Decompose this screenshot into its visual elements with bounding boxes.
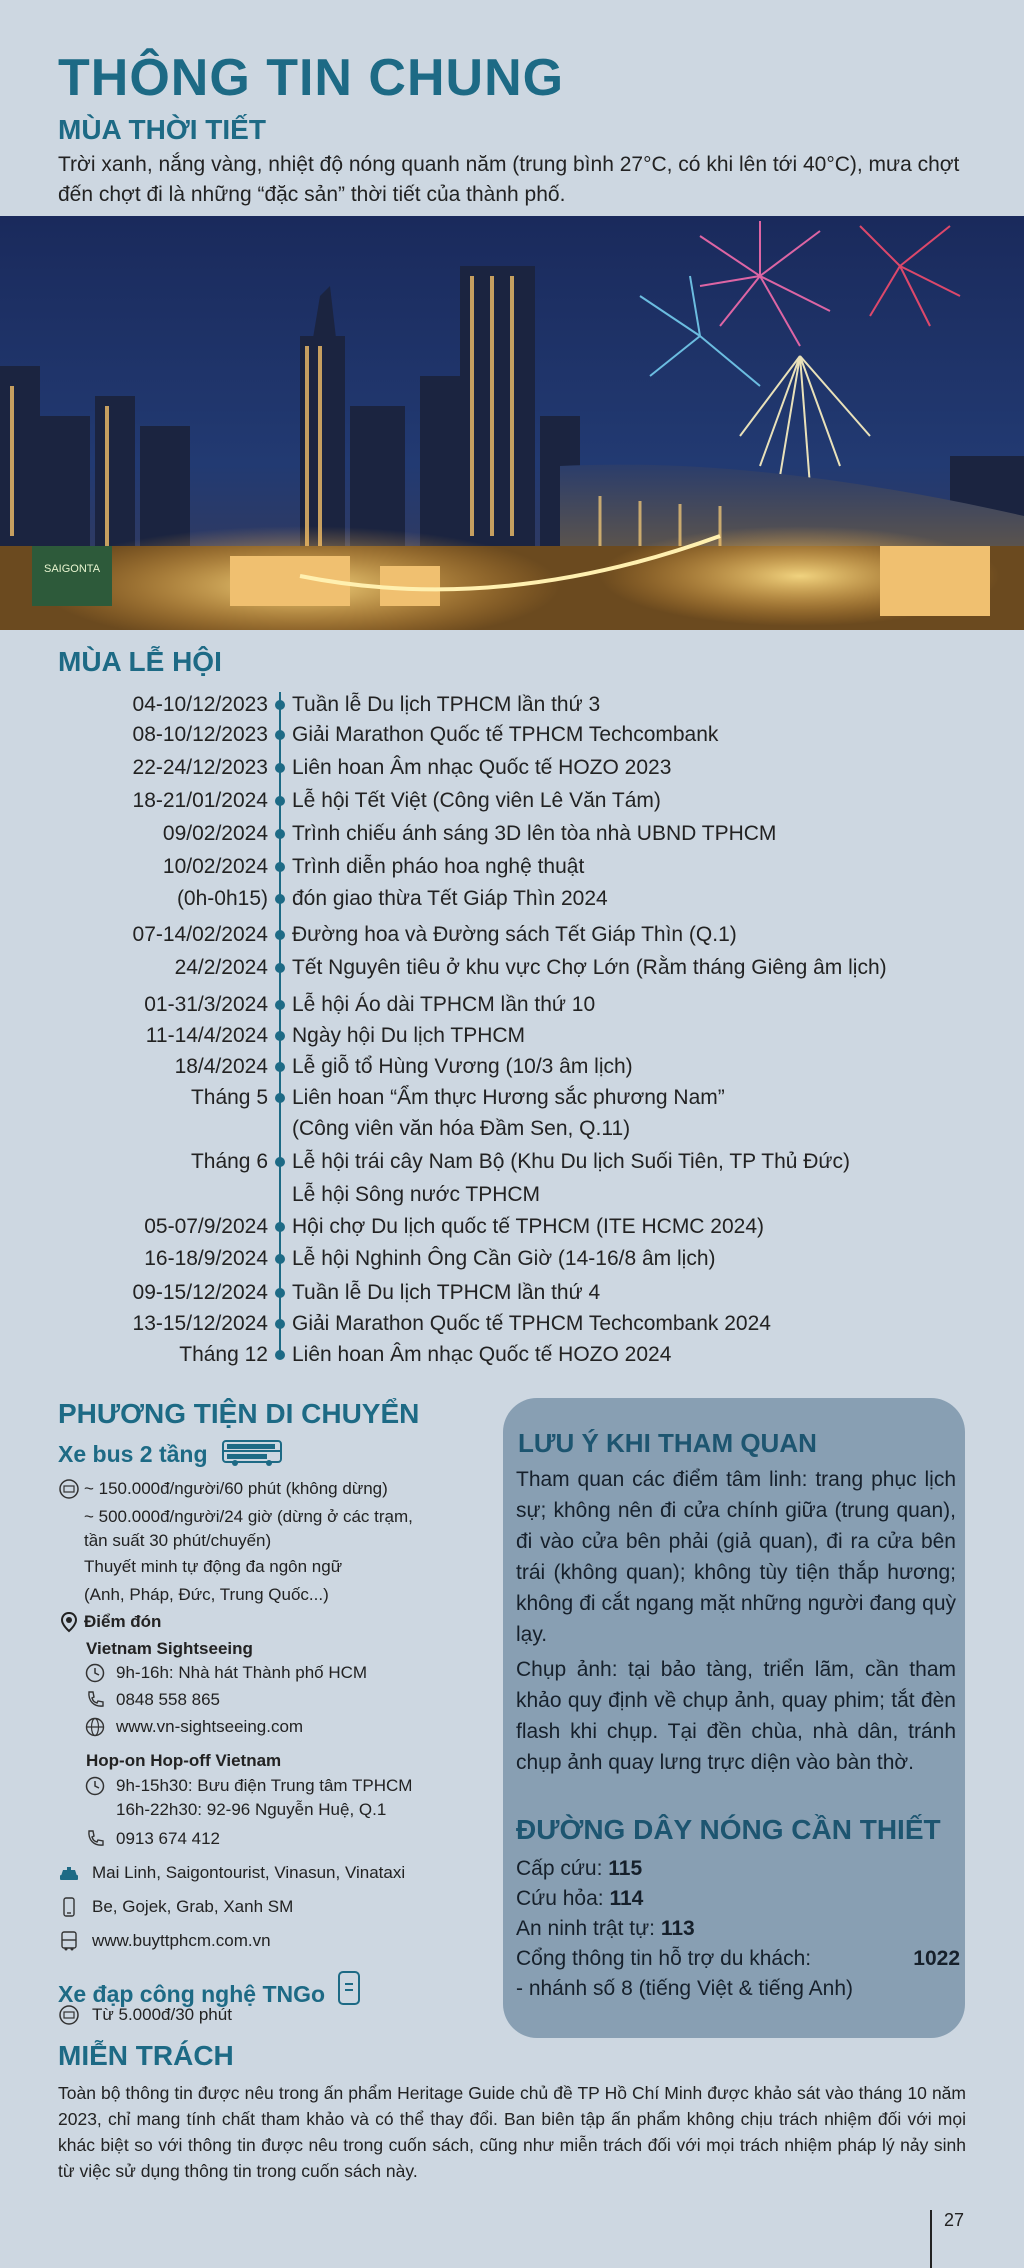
festival-event: Lễ hội Áo dài TPHCM lần thứ 10 bbox=[292, 993, 596, 1016]
festival-event: Lễ hội trái cây Nam Bộ (Khu Du lịch Suối Tiên, TP Thủ Đức) bbox=[292, 1150, 850, 1173]
operator-1-time: 9h-16h: Nhà hát Thành phố HCM bbox=[116, 1663, 368, 1682]
timeline-line bbox=[279, 692, 281, 1352]
clock-icon bbox=[84, 1775, 106, 1797]
bike-heading-label: Xe đạp công nghệ TNGo bbox=[58, 1981, 326, 2007]
taxi-icon bbox=[58, 1862, 80, 1884]
bus-price-2b: tần suất 30 phút/chuyến) bbox=[84, 1531, 272, 1550]
timeline-dot bbox=[275, 930, 285, 940]
hotline-security bbox=[516, 1914, 960, 1944]
timeline-dot bbox=[275, 763, 285, 773]
ticket-icon bbox=[58, 2004, 80, 2026]
festival-date: 18/4/2024 bbox=[174, 1055, 268, 1078]
timeline-dot bbox=[275, 1254, 285, 1264]
operator-2-time-2: 16h-22h30: 92-96 Nguyễn Huệ, Q.1 bbox=[116, 1800, 387, 1819]
timeline-dot bbox=[275, 1093, 285, 1103]
festival-date: 07-14/02/2024 bbox=[132, 923, 268, 946]
hotline-fire bbox=[516, 1884, 960, 1914]
festival-heading: MÙA LỄ HỘI bbox=[58, 646, 222, 677]
festival-event: Đường hoa và Đường sách Tết Giáp Thìn (Q.1) bbox=[292, 923, 737, 946]
hotline-portal-number: 1022 bbox=[913, 1947, 960, 1970]
bus-price-1: ~ 150.000đ/người/60 phút (không dừng) bbox=[84, 1479, 388, 1498]
ride-apps: Be, Gojek, Grab, Xanh SM bbox=[92, 1897, 294, 1916]
disclaimer-text: Toàn bộ thông tin được nêu trong ấn phẩm Heritage Guide chủ đề TP Hồ Chí Minh được khảo sát vào tháng 10 năm 2023, chỉ mang tính chất tham khảo và có thể thay đổi. Ban biên tập ấn phẩm không chịu trách nhiệm đối với mọi khác biệt so với thông tin được nêu trong cuốn sách, cũng như miễn trách đối với mọi trách nhiệm pháp lý nảy sinh từ việc sử dụng thông tin trong cuốn sách này. bbox=[58, 2083, 966, 2181]
hotline-heading: ĐƯỜNG DÂY NÓNG CẦN THIẾT bbox=[516, 1814, 941, 1845]
weather-heading: MÙA THỜI TIẾT bbox=[58, 114, 266, 145]
festival-event: Lễ hội Nghinh Ông Cần Giờ (14-16/8 âm lịch) bbox=[292, 1247, 716, 1270]
hotline-security-number: 113 bbox=[660, 1917, 695, 1940]
phone-icon bbox=[84, 1689, 106, 1711]
page-number: 27 bbox=[944, 2210, 965, 2230]
operator-2-time-1: 9h-15h30: Bưu điện Trung tâm TPHCM bbox=[116, 1776, 413, 1795]
clock-icon bbox=[84, 1662, 106, 1684]
hotline-security-label: An ninh trật tự: bbox=[516, 1917, 655, 1940]
festival-event: Tuần lễ Du lịch TPHCM lần thứ 4 bbox=[292, 1281, 601, 1304]
festival-event: Lễ giỗ tổ Hùng Vương (10/3 âm lịch) bbox=[292, 1055, 633, 1078]
festival-date: 05-07/9/2024 bbox=[144, 1215, 268, 1238]
bus-website: www.buyttphcm.com.vn bbox=[92, 1931, 271, 1950]
timeline-dot bbox=[275, 862, 285, 872]
transport-heading: PHƯƠNG TIỆN DI CHUYỂN bbox=[58, 1398, 420, 1429]
timeline-dot bbox=[275, 796, 285, 806]
timeline-dot bbox=[275, 730, 285, 740]
phone-icon bbox=[84, 1828, 106, 1850]
festival-date: 08-10/12/2023 bbox=[132, 723, 268, 746]
festival-event: Liên hoan “Ẩm thực Hương sắc phương Nam” bbox=[292, 1086, 725, 1109]
bus-icon bbox=[58, 1930, 80, 1952]
timeline-dot bbox=[275, 1000, 285, 1010]
operator-2-phone: 0913 674 412 bbox=[116, 1829, 220, 1848]
timeline-dot bbox=[275, 894, 285, 904]
hotline-emergency-number: 115 bbox=[608, 1857, 643, 1880]
festival-date: 16-18/9/2024 bbox=[144, 1247, 268, 1270]
festival-date: Tháng 6 bbox=[190, 1150, 268, 1173]
festival-event: Lễ hội Sông nước TPHCM bbox=[292, 1183, 541, 1206]
hotline-fire-number: 114 bbox=[609, 1887, 644, 1910]
timeline-dot bbox=[275, 963, 285, 973]
festival-event: Liên hoan Âm nhạc Quốc tế HOZO 2023 bbox=[292, 756, 672, 779]
timeline-dot bbox=[275, 1288, 285, 1298]
festival-date: 10/02/2024 bbox=[162, 855, 268, 878]
festival-event: Ngày hội Du lịch TPHCM bbox=[292, 1024, 526, 1047]
weather-text: Trời xanh, nắng vàng, nhiệt độ nóng quanh năm (trung bình 27°C, có khi lên tới 40°C), mưa chợt đến chợt đi là những “đặc sản” thời tiết của thành phố. bbox=[58, 153, 960, 206]
festival-event: Lễ hội Tết Việt (Công viên Lê Văn Tám) bbox=[292, 789, 661, 812]
smartphone-icon bbox=[58, 1896, 80, 1918]
festival-date: 24/2/2024 bbox=[174, 956, 268, 979]
timeline-dot bbox=[275, 1062, 285, 1072]
bus-languages: (Anh, Pháp, Đức, Trung Quốc...) bbox=[84, 1585, 329, 1604]
festival-date: 04-10/12/2023 bbox=[132, 693, 268, 716]
festival-date: 13-15/12/2024 bbox=[132, 1312, 268, 1335]
timeline-dot bbox=[275, 1031, 285, 1041]
timeline-dot bbox=[275, 700, 285, 710]
hotline-portal bbox=[516, 1944, 960, 1974]
festival-date: 11-14/4/2024 bbox=[145, 1024, 268, 1047]
timeline-dot bbox=[275, 1319, 285, 1329]
smartphone-icon bbox=[335, 1970, 363, 2006]
festival-event: đón giao thừa Tết Giáp Thìn 2024 bbox=[292, 887, 608, 910]
hotline-fire-label: Cứu hỏa: bbox=[516, 1887, 604, 1910]
festival-date: 09/02/2024 bbox=[162, 822, 268, 845]
festival-date: Tháng 12 bbox=[179, 1343, 268, 1366]
hotline-portal-label: Cổng thông tin hỗ trợ du khách: bbox=[516, 1947, 812, 1970]
festival-event: (Công viên văn hóa Đầm Sen, Q.11) bbox=[292, 1117, 631, 1140]
festival-event: Trình diễn pháo hoa nghệ thuật bbox=[292, 855, 585, 878]
taxi-companies: Mai Linh, Saigontourist, Vinasun, Vinataxi bbox=[92, 1863, 406, 1882]
bus-heading-label: Xe bus 2 tầng bbox=[58, 1441, 208, 1467]
double-decker-bus-icon bbox=[222, 1440, 282, 1466]
bus-narration: Thuyết minh tự động đa ngôn ngữ bbox=[84, 1557, 343, 1576]
timeline-dot bbox=[275, 829, 285, 839]
notes-spiritual: Tham quan các điểm tâm linh: trang phục lịch sự; không nên đi cửa chính giữa (trung quan), đi vào cửa bên phải (giả quan), đi ra cửa bên trái (không quan); không tùy tiện thắp hương; không đi cắt ngang mặt những người đang quỳ lạy. bbox=[516, 1468, 956, 1646]
timeline-dot bbox=[275, 1157, 285, 1167]
bus-heading bbox=[58, 1440, 282, 1468]
page-number-rule bbox=[930, 2210, 932, 2268]
operator-1-web: www.vn-sightseeing.com bbox=[116, 1717, 304, 1736]
festival-date: Tháng 5 bbox=[190, 1086, 268, 1109]
globe-icon bbox=[84, 1716, 106, 1738]
timeline-dot bbox=[275, 1350, 285, 1360]
ticket-icon bbox=[58, 1478, 80, 1500]
location-pin-icon bbox=[58, 1611, 80, 1633]
festival-event: Tết Nguyên tiêu ở khu vực Chợ Lớn (Rằm tháng Giêng âm lịch) bbox=[292, 956, 887, 979]
festival-date: (0h-0h15) bbox=[176, 887, 268, 910]
operator-2-name: Hop-on Hop-off Vietnam bbox=[86, 1751, 282, 1770]
hotline-emergency-label: Cấp cứu: bbox=[516, 1857, 603, 1880]
festival-event: Giải Marathon Quốc tế TPHCM Techcombank 2024 bbox=[292, 1312, 771, 1335]
page-title: THÔNG TIN CHUNG bbox=[58, 49, 565, 107]
pickup-label: Điểm đón bbox=[84, 1612, 162, 1631]
festival-event: Liên hoan Âm nhạc Quốc tế HOZO 2024 bbox=[292, 1343, 672, 1366]
festival-event: Giải Marathon Quốc tế TPHCM Techcombank bbox=[292, 723, 719, 746]
operator-1-name: Vietnam Sightseeing bbox=[86, 1639, 253, 1658]
festival-date: 09-15/12/2024 bbox=[132, 1281, 268, 1304]
operator-1-phone: 0848 558 865 bbox=[116, 1690, 220, 1709]
city-fireworks-photo bbox=[0, 216, 1024, 630]
festival-date: 01-31/3/2024 bbox=[144, 993, 268, 1016]
notes-heading: LƯU Ý KHI THAM QUAN bbox=[518, 1428, 817, 1458]
bus-price-2: ~ 500.000đ/người/24 giờ (dừng ở các trạm, bbox=[84, 1507, 413, 1526]
bike-price: Từ 5.000đ/30 phút bbox=[92, 2005, 232, 2024]
festival-event: Hội chợ Du lịch quốc tế TPHCM (ITE HCMC 2024) bbox=[292, 1215, 765, 1238]
notes-photography: Chụp ảnh: tại bảo tàng, triển lãm, cần tham khảo quy định về chụp ảnh, quay phim; tắt đèn flash khi chụp. Tại đền chùa, nhà dân, tránh chụp ảnh quay lưng trực diện vào bàn thờ. bbox=[516, 1658, 956, 1774]
festival-event: Tuần lễ Du lịch TPHCM lần thứ 3 bbox=[292, 693, 601, 716]
timeline-dot bbox=[275, 1222, 285, 1232]
festival-date: 22-24/12/2023 bbox=[132, 756, 268, 779]
hotline-emergency bbox=[516, 1854, 960, 1884]
festival-date: 18-21/01/2024 bbox=[132, 789, 268, 812]
disclaimer-heading: MIỄN TRÁCH bbox=[58, 2040, 234, 2071]
festival-event: Trình chiếu ánh sáng 3D lên tòa nhà UBND TPHCM bbox=[292, 822, 777, 845]
photo-sign: SAIGONTA bbox=[44, 563, 101, 575]
hotline-portal-ext: - nhánh số 8 (tiếng Việt & tiếng Anh) bbox=[516, 1977, 854, 2000]
